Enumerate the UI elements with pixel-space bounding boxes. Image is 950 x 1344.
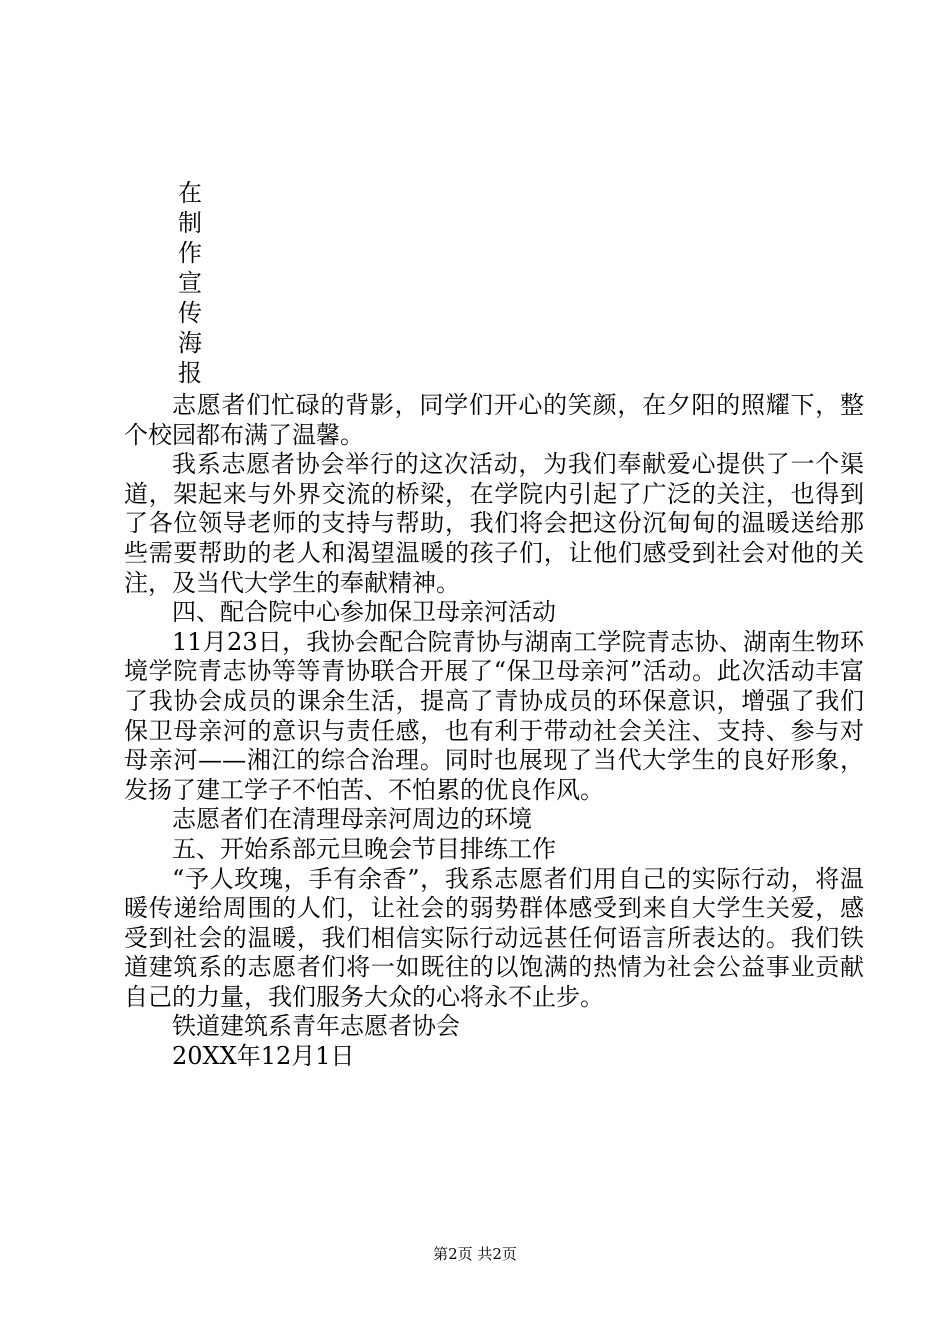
section-heading-mother-river: 四、配合院中心参加保卫母亲河活动 (172, 598, 556, 627)
caption-char: 报 (178, 359, 202, 387)
signature-date: 20XX年12月1日 (172, 1042, 355, 1071)
paragraph-closing: “予人玫瑰，手有余香”，我系志愿者们用自己的实际行动，将温暖传递给周围的人们，让社会的弱势群体感受到来自大学生关爱，感受到社会的温暖，我们相信实际行动远甚任何语言所表达的。我们铁道建筑系的志愿者们将一如既往的以饱满的热情为社会公益事业贡献自己的力量，我们服务大众的心将永不止步。 (124, 864, 864, 1011)
page-footer: 第2页 共2页 (433, 1245, 517, 1263)
caption-char: 海 (178, 329, 202, 357)
caption-char: 宣 (178, 269, 202, 297)
caption-char: 作 (178, 239, 202, 267)
section-heading-new-year-gala: 五、开始系部元旦晚会节目排练工作 (172, 834, 556, 863)
paragraph-campus-warmth: 志愿者们忙碌的背影，同学们开心的笑颜，在夕阳的照耀下，整个校园都布满了温馨。 (124, 391, 864, 449)
paragraph-activity-significance: 我系志愿者协会举行的这次活动，为我们奉献爱心提供了一个渠道，架起来与外界交流的桥梁，在学院内引起了广泛的关注，也得到了各位领导老师的支持与帮助，我们将会把这份沉甸甸的温暖送给那些需要帮助的老人和渴望温暖的孩子们，让他们感受到社会对他的关注，及当代大学生的奉献精神。 (124, 450, 864, 597)
caption-char: 制 (178, 209, 202, 237)
vertical-image-caption (178, 178, 208, 388)
document-body (124, 391, 864, 1072)
paragraph-mother-river-activity: 11月23日，我协会配合院青协与湖南工学院青志协、湖南生物环境学院青志协等等青协联合开展了“保卫母亲河”活动。此次活动丰富了我协会成员的课余生活，提高了青协成员的环保意识，增强了我们保卫母亲河的意识与责任感，也有利于带动社会关注、支持、参与对母亲河——湘江的综合治理。同时也展现了当代大学生的良好形象，发扬了建工学子不怕苦、不怕累的优良作风。 (124, 627, 864, 804)
signature-organization: 铁道建筑系青年志愿者协会 (172, 1012, 460, 1041)
caption-char: 传 (178, 299, 202, 327)
caption-char: 在 (178, 179, 202, 207)
photo-caption-river-cleanup: 志愿者们在清理母亲河周边的环境 (172, 805, 532, 834)
